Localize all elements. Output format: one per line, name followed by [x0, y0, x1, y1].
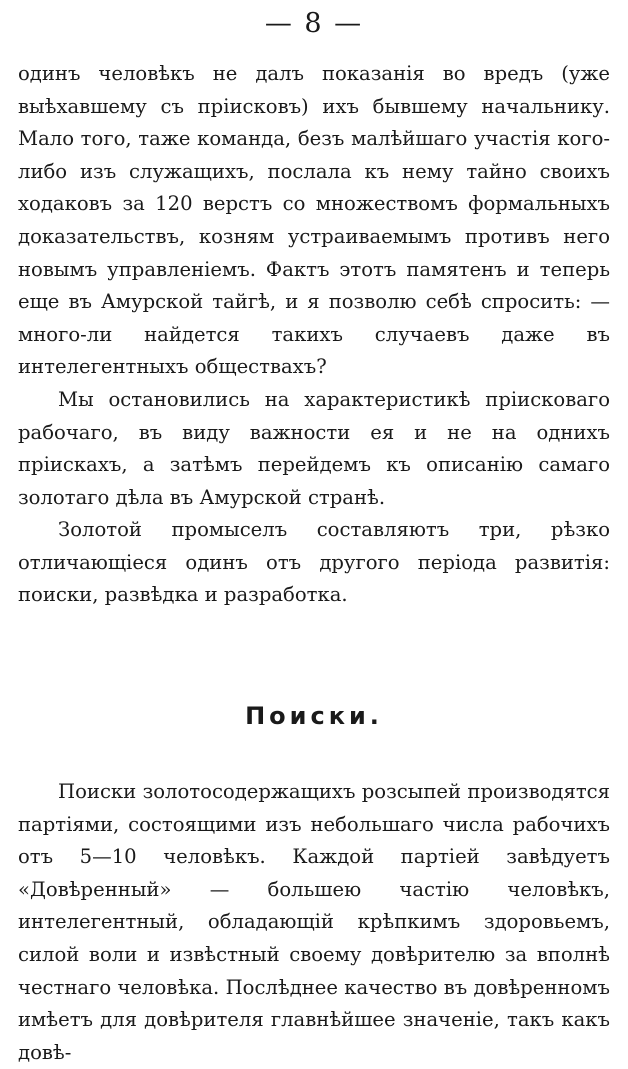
- paragraph-characteristic: Мы остановились на характеристикѣ пріисковаго рабочаго, въ виду важности ея и не на однихъ пріискахъ, а затѣмъ перейдемъ къ описанію самаго золотаго дѣла въ Амурской странѣ.: [18, 388, 610, 509]
- page-number: — 8 —: [264, 8, 364, 39]
- paragraph-search-parties: Поиски золотосодержащихъ розсыпей производятся партіями, состоящими изъ небольшаго числа рабочихъ отъ 5—10 человѣкъ. Каждой партіей завѣдуетъ «Довѣренный» — большею частію человѣкъ, интелегентный, обладающій крѣпкимъ здоровьемъ, силой воли и извѣстный своему довѣрителю за вполнѣ честнаго человѣка. Послѣднее качество въ довѣренномъ имѣетъ для довѣрителя главнѣйшее значеніе, такъ какъ довѣ-: [18, 780, 610, 1064]
- paragraph-periods: Золотой промыселъ составляютъ три, рѣзко отличающіеся одинъ отъ другого періода развитія: поиски, развѣдка и разработка.: [18, 518, 610, 607]
- section-heading: Поиски.: [245, 702, 383, 730]
- paragraph-continuation: одинъ человѣкъ не далъ показанія во вредъ (уже выѣхавшему съ пріисковъ) ихъ бывшему начальнику. Мало того, таже команда, безъ малѣйшаго участія кого-либо изъ служащихъ, послала къ нему тайно своихъ ходаковъ за 120 верстъ со множествомъ формальныхъ доказательствъ, козням устраиваемымъ противъ него новымъ управленіемъ. Фактъ этотъ памятенъ и теперь еще въ Амурской тайгѣ, и я позволю себѣ спросить: — много-ли найдется такихъ случаевъ даже въ интелегентныхъ обществахъ?: [18, 62, 610, 379]
